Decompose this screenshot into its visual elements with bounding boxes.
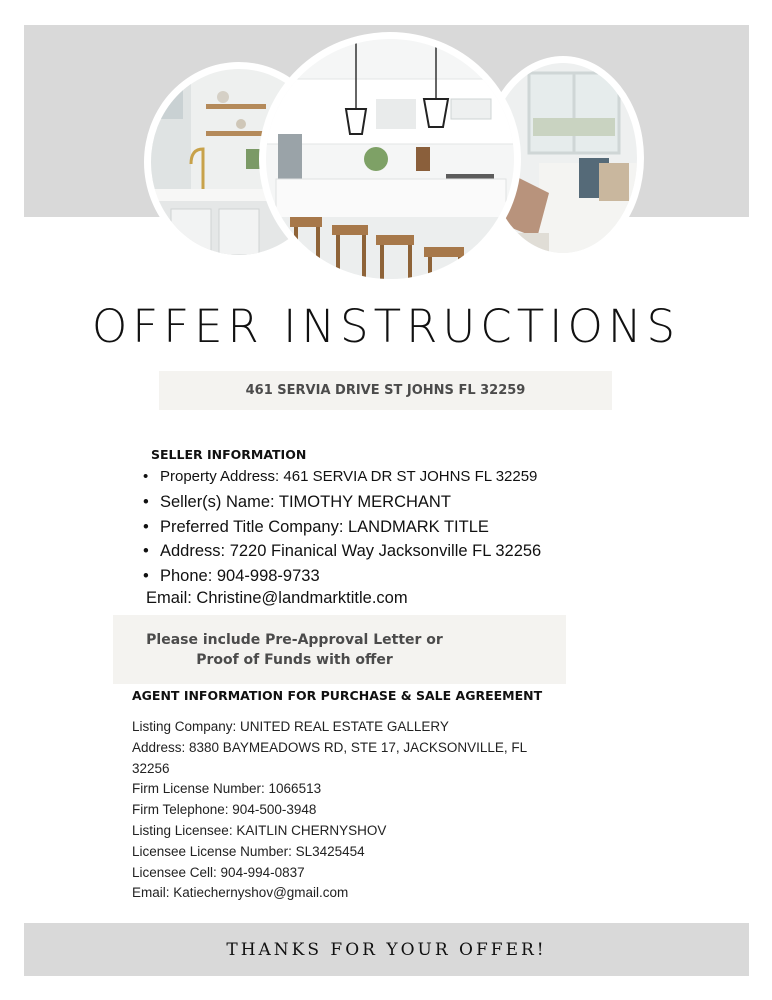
agent-info-list xyxy=(132,717,532,904)
list-item: Address: 8380 BAYMEADOWS RD, STE 17, JACKSONVILLE, FL 32256 xyxy=(132,739,527,776)
footer-text: THANKS FOR YOUR OFFER! xyxy=(226,939,547,960)
note-line: Please include Pre-Approval Letter or xyxy=(146,632,443,648)
list-item: Email: Katiechernyshov@gmail.com xyxy=(132,885,349,901)
note-line: Proof of Funds with offer xyxy=(196,652,393,668)
list-item: Licensee Cell: 904-994-0837 xyxy=(132,864,305,880)
list-item: Licensee License Number: SL3425454 xyxy=(132,843,365,859)
title-company-email: Email: Christine@landmarktitle.com xyxy=(146,589,408,607)
seller-info-list xyxy=(140,466,541,588)
property-address-banner xyxy=(159,371,612,410)
page-title: OFFER INSTRUCTIONS xyxy=(91,300,681,353)
list-item: • Address: 7220 Finanical Way Jacksonville FL 32256 xyxy=(140,539,541,564)
list-item: Listing Licensee: KAITLIN CHERNYSHOV xyxy=(132,822,387,838)
pre-approval-note xyxy=(113,615,566,684)
kitchen-island-photo xyxy=(259,32,521,286)
list-item: • Seller(s) Name: TIMOTHY MERCHANT xyxy=(140,490,541,515)
seller-info-heading: SELLER INFORMATION xyxy=(151,447,307,462)
property-address-text: 461 SERVIA DRIVE ST JOHNS FL 32259 xyxy=(245,383,526,398)
list-item: Listing Company: UNITED REAL ESTATE GALLERY xyxy=(132,719,449,734)
list-item: Firm Telephone: 904-500-3948 xyxy=(132,802,317,818)
list-item: Firm License Number: 1066513 xyxy=(132,781,322,797)
footer-band xyxy=(24,923,749,976)
list-item: • Phone: 904-998-9733 xyxy=(140,564,541,589)
list-item: • Preferred Title Company: LANDMARK TITLE xyxy=(140,515,541,540)
list-item: • Property Address: 461 SERVIA DR ST JOHNS FL 32259 xyxy=(140,466,541,490)
agent-info-heading: AGENT INFORMATION FOR PURCHASE & SALE AGREEMENT xyxy=(132,688,543,703)
